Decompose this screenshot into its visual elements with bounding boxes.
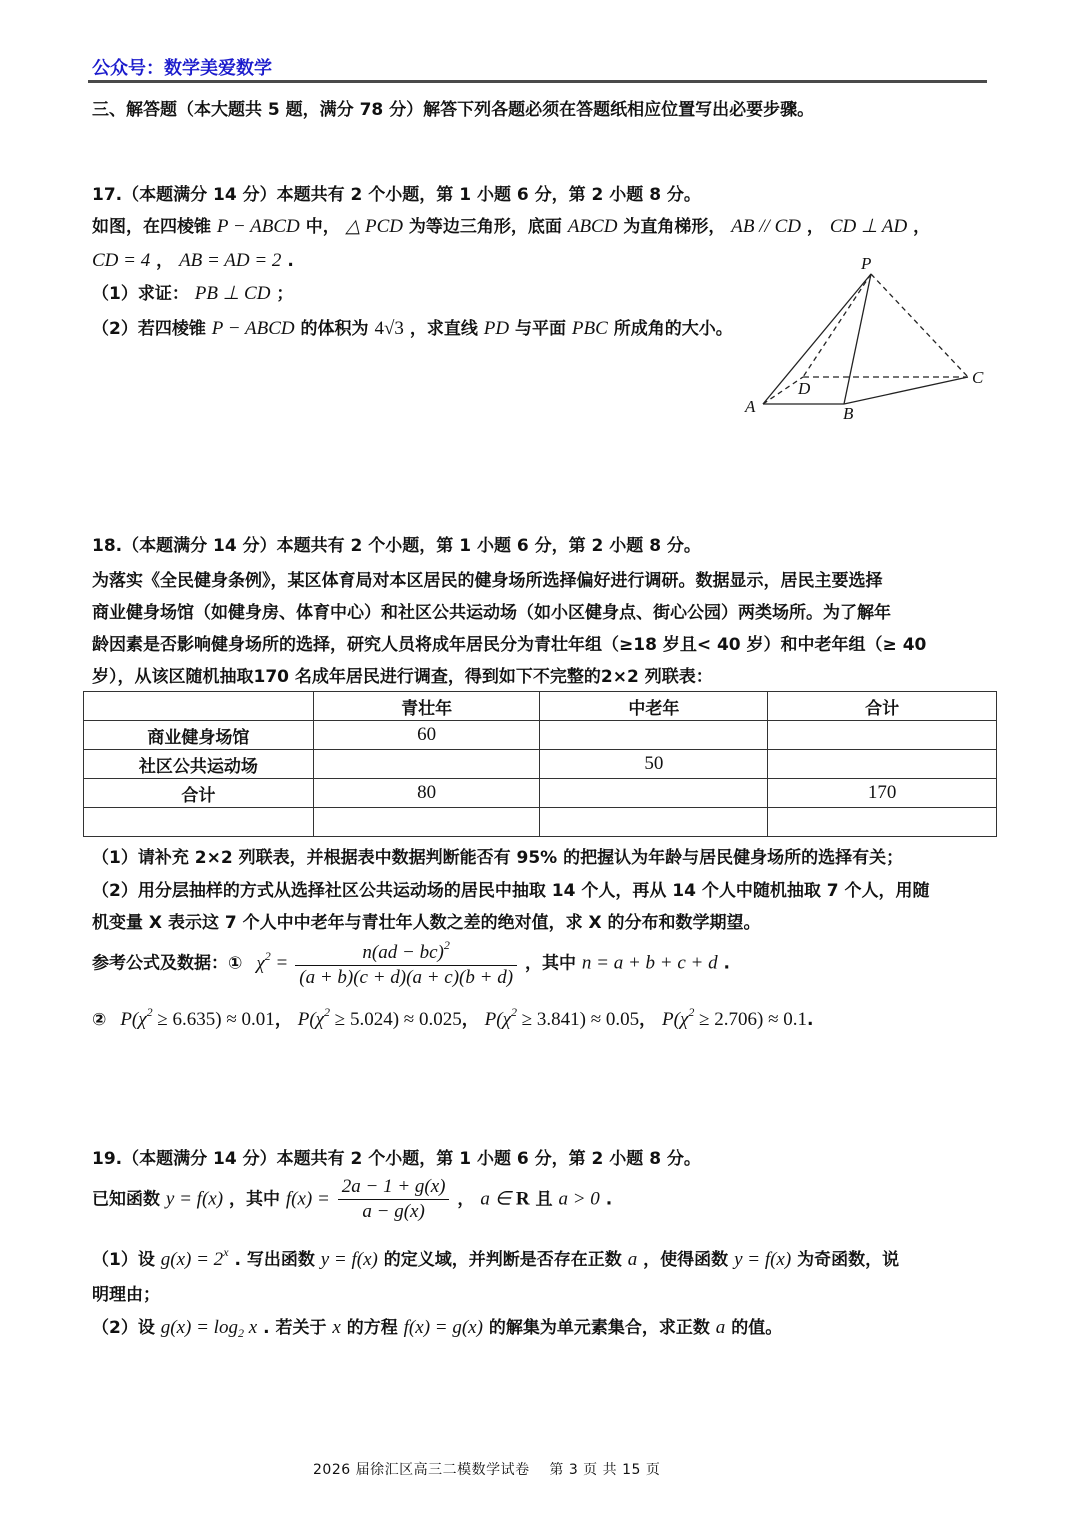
text: 所成角的大小。 [613,319,733,339]
math-gx-log [161,1317,257,1338]
part-label: （2）设 [92,1318,155,1338]
vertex-label-p: P [861,254,872,273]
table-cell [313,750,540,779]
superscript: 2 [510,1005,517,1019]
table-cell [540,779,768,808]
text: 已知函数 [92,1189,160,1210]
q18-part2-line2: 机变量 X 表示这 7 个人中中老年与青壮年人数之差的绝对值，求 X 的分布和数学期望。 [92,913,761,933]
text: . 写出函数 [234,1250,315,1270]
lhs: P(χ [662,1009,689,1030]
text: ， [913,217,931,237]
text: ， [457,1189,475,1210]
subscript: 2 [237,1326,244,1340]
vertex-label-a: A [745,397,756,416]
text: . [723,953,730,974]
lhs: P(χ [484,1009,511,1030]
edge-pa [763,274,871,404]
math-cd: CD = 4 [92,250,151,271]
superscript: 2 [443,938,450,952]
fraction-numerator: 2a − 1 + g(x) [338,1176,450,1200]
q18-reference-formula [92,938,730,989]
part-label: （2）若四棱锥 [92,319,206,339]
edge-pc [871,274,968,377]
chi-symbol: χ [256,952,265,974]
header-account-name: 公众号：数学美爱数学 [92,58,272,79]
contingency-table [83,691,997,837]
superscript: x [223,1245,229,1259]
section-title: 三、解答题（本大题共 5 题，满分 78 分）解答下列各题必须在答题纸相应位置写出必要步骤。 [92,100,815,120]
superscript: 2 [146,1005,153,1019]
table-cell: 170 [768,779,997,808]
gx-text: g(x) = log [160,1317,238,1338]
reference-label: 参考公式及数据：① [92,953,243,974]
table-cell [768,721,997,750]
table-row-label: 合计 [84,779,314,808]
math-perpendicular: CD ⊥ AD [829,216,908,237]
q18-stem-line4: 岁），从该区随机抽取170 名成年居民进行调查，得到如下不完整的2×2 列联表： [92,667,713,687]
edge-ad [763,377,803,404]
text: 为直角梯形， [623,217,726,237]
math-pyramid: P − ABCD [216,216,300,237]
text: 如图，在四棱锥 [92,217,211,237]
text: ，其中 [228,1189,280,1210]
math-a-in: a ∈ [480,1188,516,1210]
text: ，求直线 [409,319,478,339]
math-triangle: △ PCD [345,216,403,237]
chi-square-fraction [295,938,517,989]
math-a: a [627,1249,638,1270]
separator: ， [639,1010,657,1030]
marker: ② [92,1010,107,1030]
table-row [84,721,997,750]
math-plane-pbc: PBC [571,318,608,339]
separator: ， [461,1010,479,1030]
lhs: P(χ [297,1009,325,1030]
math-pyramid: P − ABCD [211,318,295,339]
superscript: 2 [688,1005,695,1019]
table-cell [768,808,997,837]
text: 为奇函数，说 [797,1250,900,1270]
lhs: P(χ [120,1009,147,1030]
rhs: ≥ 5.024) ≈ 0.025 [330,1009,462,1030]
math-chi [256,948,271,974]
q19-stem [92,1176,612,1223]
text: 与平面 [515,319,566,339]
gx-text: g(x) = 2 [160,1249,224,1270]
edge-bc [844,377,968,404]
math-base: ABCD [567,216,618,237]
text: ； [276,284,294,304]
math-real-set: R [515,1188,530,1210]
q18-heading: 18.（本题满分 14 分）本题共有 2 个小题，第 1 小题 6 分，第 2 小题 8 分。 [92,536,701,556]
text: 的定义域，并判断是否存在正数 [383,1250,622,1270]
math-y-fx: y = f(x) [734,1249,792,1270]
rhs: ≥ 2.706) ≈ 0.1 [694,1009,808,1030]
probability-item [297,1005,462,1030]
log-arg: x [243,1317,258,1338]
math-a: a [715,1317,726,1338]
vertex-label-b: B [843,404,854,423]
math-y-fx: y = f(x) [320,1249,378,1270]
part-label: （1）设 [92,1250,155,1270]
text: . [287,251,294,271]
math-line-pd: PD [483,318,510,339]
q19-part1-line1 [92,1245,899,1271]
math-gx-exp [160,1245,229,1270]
text: . 若关于 [263,1318,327,1338]
math-fx: f(x) = [285,1188,330,1210]
q19-part1-line2: 明理由； [92,1285,160,1305]
part-label: （1）求证： [92,284,189,304]
table-header-cell: 中老年 [540,692,768,721]
period: . [807,1010,814,1030]
table-header-row [84,692,997,721]
probability-item [484,1005,640,1030]
math-a-positive: a > 0 [558,1188,600,1210]
text: 的解集为单元素集合，求正数 [488,1318,710,1338]
text: ，其中 [524,953,576,974]
edge-pb [844,274,871,404]
math-volume: 4√3 [374,318,404,339]
table-cell: 50 [540,750,768,779]
table-cell [540,721,768,750]
text: 的体积为 [300,319,369,339]
math-ab-ad: AB = AD = 2 [179,250,282,271]
table-header-cell: 合计 [768,692,997,721]
probability-item [662,1005,808,1030]
table-header-cell [84,692,314,721]
text: ， [156,251,174,271]
table-row [84,750,997,779]
fraction-numerator [295,938,517,966]
rhs: ≥ 6.635) ≈ 0.01 [152,1009,275,1030]
superscript: 2 [324,1005,331,1019]
q18-stem-line2: 商业健身场馆（如健身房、体育中心）和社区公共运动场（如小区健身点、街心公园）两类场所。为了解年 [92,603,891,623]
table-cell: 80 [313,779,540,808]
text: . [605,1189,613,1210]
superscript: 2 [264,948,271,963]
q18-part2-line1: （2）用分层抽样的方式从选择社区公共运动场的居民中抽取 14 个人，再从 14 个人中随机抽取 7 个人，用随 [92,881,930,901]
probability-item [120,1005,275,1030]
rhs: ≥ 3.841) ≈ 0.05 [516,1009,640,1030]
q18-probabilities [92,1005,814,1031]
q17-heading: 17.（本题满分 14 分）本题共有 2 个小题，第 1 小题 6 分，第 2 小题 8 分。 [92,185,701,205]
fraction-denominator: a − g(x) [362,1201,425,1222]
vertex-label-c: C [972,368,984,387]
math-pb-perp-cd: PB ⊥ CD [194,283,271,304]
table-cell [768,750,997,779]
table-row-label [84,808,314,837]
equals-sign: = [276,952,288,974]
text: 且 [535,1189,553,1210]
text: ， [806,217,824,237]
table-cell [313,808,540,837]
q18-part1: （1）请补充 2×2 列联表，并根据表中数据判断能否有 95% 的把握认为年龄与居民健身场所的选择有关； [92,848,904,868]
table-header-cell: 青壮年 [313,692,540,721]
q19-part2 [92,1313,782,1341]
table-row-label: 社区公共运动场 [84,750,314,779]
math-equation: f(x) = g(x) [403,1317,483,1338]
math-n-definition: n = a + b + c + d [581,952,718,974]
q18-stem-line3: 龄因素是否影响健身场所的选择，研究人员将成年居民分为青壮年组（≥18 岁且< 40 岁）和中老年组（≥ 40 [92,635,927,655]
text: ，使得函数 [643,1250,729,1270]
q19-heading: 19.（本题满分 14 分）本题共有 2 个小题，第 1 小题 6 分，第 2 小题 8 分。 [92,1149,701,1169]
table-cell [540,808,768,837]
vertex-label-d: D [798,379,811,398]
math-y-fx: y = f(x) [165,1188,224,1210]
fx-fraction [338,1176,450,1223]
separator: ， [274,1010,292,1030]
q18-stem-line1: 为落实《全民健身条例》，某区体育局对本区居民的健身场所选择偏好进行调研。数据显示，居民主要选择 [92,571,883,591]
text: 中， [305,217,340,237]
text: 的方程 [346,1318,398,1338]
table-row [84,779,997,808]
math-parallel: AB // CD [731,216,801,237]
table-cell: 60 [313,721,540,750]
numerator-text: n(ad − bc) [362,942,444,963]
fraction-denominator: (a + b)(c + d)(a + c)(b + d) [299,967,514,988]
text: 为等边三角形，底面 [408,217,562,237]
page-footer: 2026 届徐汇区高三二模数学试卷 第 3 页 共 15 页 [313,1462,661,1478]
text: 的值。 [731,1318,783,1338]
math-x: x [332,1317,341,1338]
table-row-label: 商业健身场馆 [84,721,314,750]
table-row [84,808,997,837]
